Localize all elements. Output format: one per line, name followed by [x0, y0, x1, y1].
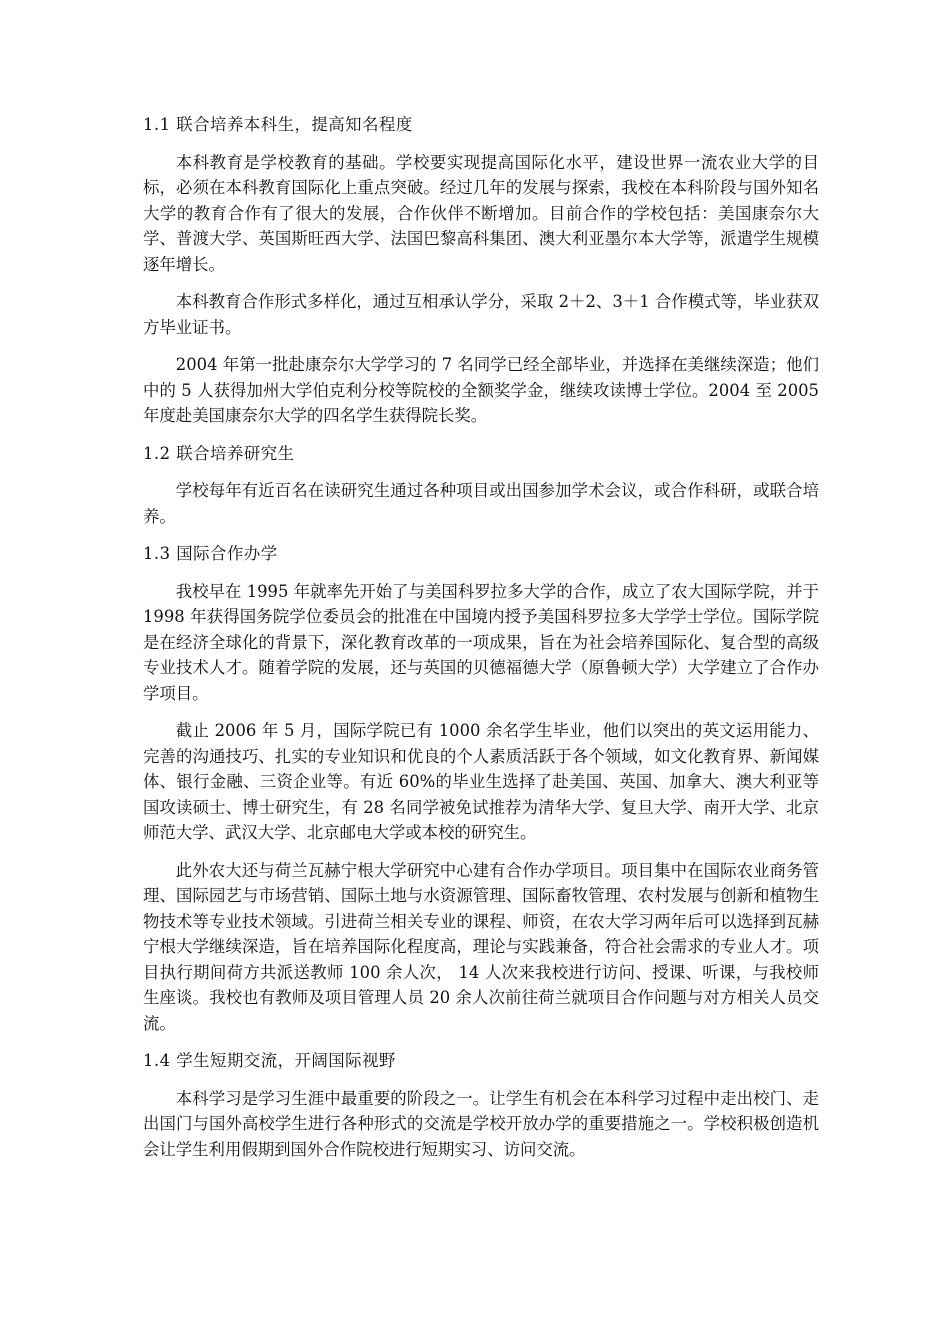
- section-heading: 1.3 国际合作办学: [143, 544, 278, 563]
- paragraph: 我校早在 1995 年就率先开始了与美国科罗拉多大学的合作，成立了农大国际学院，并于 1998 年获得国务院学位委员会的批准在中国境内授予美国科罗拉多大学学士学位。国际学院是在经济全球化的背景下，深化教育改革的一项成果，旨在为社会培养国际化、复合型的高级专业技术人才。随着学院的发展，还与英国的贝德福德大学（原鲁顿大学）大学建立了合作办学项目。: [143, 581, 819, 703]
- paragraph: 学校每年有近百名在读研究生通过各种项目或出国参加学术会议，或合作科研，或联合培养。: [143, 481, 819, 526]
- paragraph: 截止 2006 年 5 月，国际学院已有 1000 余名学生毕业，他们以突出的英文运用能力、完善的沟通技巧、扎实的专业知识和优良的个人素质活跃于各个领域，如文化教育界、新闻媒体、银行金融、三资企业等。有近 60%的毕业生选择了赴美国、英国、加拿大、澳大利亚等国攻读硕士、博士研究生，有 28 名同学被免试推荐为清华大学、复旦大学、南开大学、北京师范大学、武汉大学、北京邮电大学或本校的研究生。: [143, 721, 819, 842]
- section-heading: 1.4 学生短期交流，开阔国际视野: [143, 1051, 396, 1070]
- paragraph: 2004 年第一批赴康奈尔大学学习的 7 名同学已经全部毕业，并选择在美继续深造；他们中的 5 人获得加州大学伯克利分校等院校的全额奖学金，继续攻读博士学位。2004 至 2005 年度赴美国康奈尔大学的四名学生获得院长奖。: [143, 355, 819, 425]
- paragraph: 本科教育合作形式多样化，通过互相承认学分，采取 2＋2、3＋1 合作模式等，毕业获双方毕业证书。: [143, 292, 819, 337]
- section-heading: 1.1 联合培养本科生，提高知名程度: [143, 115, 413, 134]
- paragraph: 本科教育是学校教育的基础。学校要实现提高国际化水平，建设世界一流农业大学的目标，必须在本科教育国际化上重点突破。经过几年的发展与探索，我校在本科阶段与国外知名大学的教育合作有了很大的发展，合作伙伴不断增加。目前合作的学校包括：美国康奈尔大学、普渡大学、英国斯旺西大学、法国巴黎高科集团、澳大利亚墨尔本大学等，派遣学生规模逐年增长。: [143, 152, 819, 274]
- paragraph: 本科学习是学习生涯中最重要的阶段之一。让学生有机会在本科学习过程中走出校门、走出国门与国外高校学生进行各种形式的交流是学校开放办学的重要措施之一。学校积极创造机会让学生利用假期到国外合作院校进行短期实习、访问交流。: [143, 1088, 819, 1159]
- section-heading: 1.2 联合培养研究生: [143, 443, 295, 463]
- document-page: [143, 112, 819, 1174]
- paragraph: 此外农大还与荷兰瓦赫宁根大学研究中心建有合作办学项目。项目集中在国际农业商务管理、国际园艺与市场营销、国际土地与水资源管理、国际畜牧管理、农村发展与创新和植物生物技术等专业技术领域。引进荷兰相关专业的课程、师资，在农大学习两年后可以选择到瓦赫宁根大学继续深造，旨在培养国际化程度高，理论与实践兼备，符合社会需求的专业人才。项目执行期间荷方共派送教师 100 余人次， 14 人次来我校进行访问、授课、听课，与我校师生座谈。我校也有教师及项目管理人员 20 余人次前往荷兰就项目合作问题与对方相关人员交流。: [143, 860, 819, 1033]
